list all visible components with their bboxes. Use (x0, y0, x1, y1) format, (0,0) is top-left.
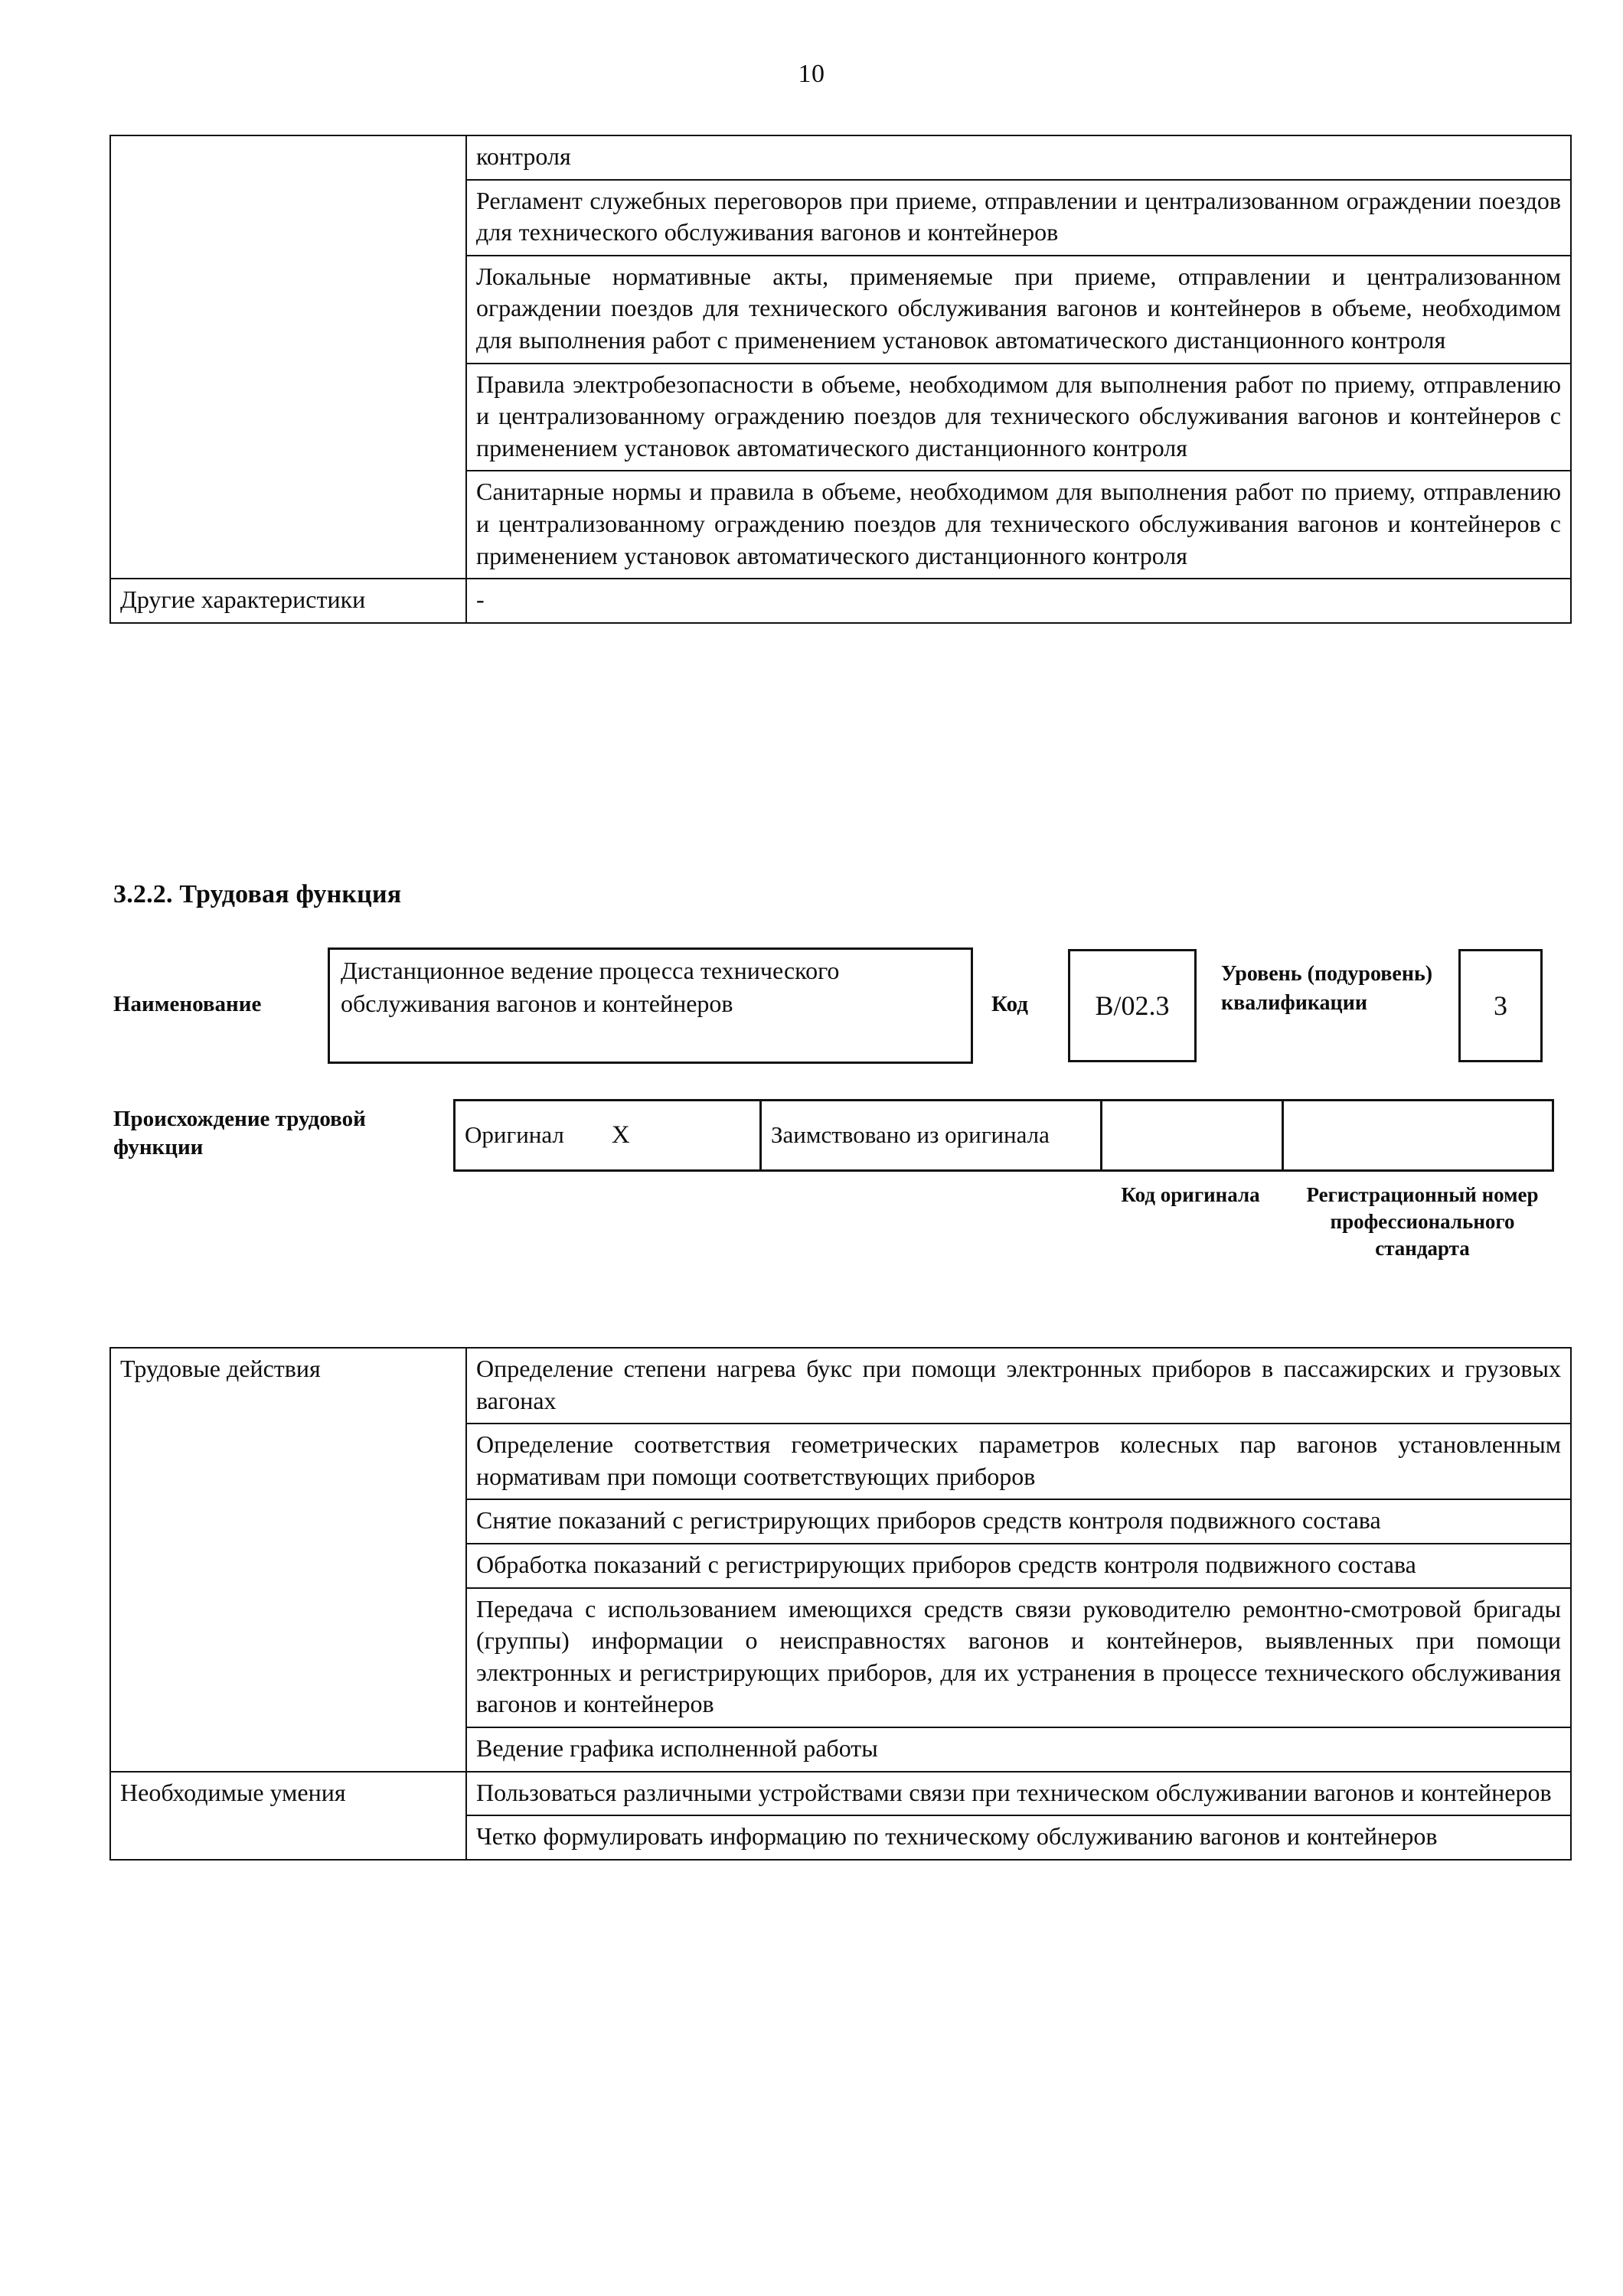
code-value-box: B/02.3 (1068, 949, 1197, 1062)
table-row (110, 1348, 1571, 1424)
labor-action-2: Снятие показаний с регистрирующих приборов средств контроля подвижного состава (466, 1499, 1571, 1544)
caption-code-original: Код оригинала (1121, 1183, 1260, 1206)
labor-action-1: Определение соответствия геометрических параметров колесных пар вагонов установленным нормативам при помощи соответствующих приборов (466, 1424, 1571, 1499)
origin-registration-cell (1283, 1101, 1553, 1171)
section-heading: 3.2.2. Трудовая функция (113, 880, 402, 908)
origin-code-cell (1102, 1101, 1283, 1171)
origin-original-label: Оригинал (465, 1121, 564, 1149)
labor-function-name-block (109, 947, 1572, 1078)
knowledge-row-3: Правила электробезопасности в объеме, необходимом для выполнения работ по приему, отправлению и централизованному ограждению поездов для технического обслуживания вагонов и контейнеров с применением установок автоматического дистанционного контроля (466, 364, 1571, 471)
origin-original-cell (455, 1101, 761, 1171)
origin-original-mark: X (611, 1121, 630, 1150)
origin-table (453, 1099, 1554, 1172)
labor-actions-label: Трудовые действия (110, 1348, 466, 1772)
code-label: Код (991, 992, 1028, 1016)
name-value-box: Дистанционное ведение процесса технического обслуживания вагонов и контейнеров (328, 947, 973, 1064)
knowledge-label-cell (110, 135, 466, 579)
name-label: Наименование (113, 992, 262, 1016)
origin-label: Происхождение трудовой функции (113, 1107, 366, 1160)
table-row (110, 135, 1571, 180)
qualification-level-label: Уровень (подуровень) квалификации (1221, 962, 1433, 1016)
labor-action-3: Обработка показаний с регистрирующих приборов средств контроля подвижного состава (466, 1544, 1571, 1588)
knowledge-row-2: Локальные нормативные акты, применяемые при приеме, отправлении и централизованном ограждении поездов для технического обслуживания вагонов и контейнеров в объеме, необходимом для выполнения работ с применением установок автоматического дистанционного контроля (466, 256, 1571, 364)
actions-skills-table (109, 1347, 1572, 1861)
labor-action-5: Ведение графика исполненной работы (466, 1727, 1571, 1772)
knowledge-table (109, 135, 1572, 624)
labor-action-0: Определение степени нагрева букс при помощи электронных приборов в пассажирских и грузовых вагонах (466, 1348, 1571, 1424)
caption-registration-number: Регистрационный номер профессионального стандарта (1306, 1183, 1539, 1261)
labor-function-origin-block (109, 1096, 1572, 1326)
qualification-level-value-box: 3 (1458, 949, 1543, 1062)
other-characteristics-value: - (466, 579, 1571, 623)
required-skill-1: Четко формулировать информацию по техническому обслуживанию вагонов и контейнеров (466, 1815, 1571, 1860)
required-skills-label: Необходимые умения (110, 1772, 466, 1860)
page-number: 10 (798, 60, 825, 88)
other-characteristics-label: Другие характеристики (110, 579, 466, 623)
knowledge-row-0: контроля (466, 135, 1571, 180)
labor-action-4: Передача с использованием имеющихся средств связи руководителю ремонтно-смотровой бригады (группы) информации о неисправностях вагонов и контейнеров, выявленных при помощи электронных и регистрирующих приборов, для их устранения в процессе технического обслуживания вагонов и контейнеров (466, 1588, 1571, 1727)
table-row (110, 579, 1571, 623)
knowledge-row-4: Санитарные нормы и правила в объеме, необходимом для выполнения работ по приему, отправлению и централизованному ограждению поездов для технического обслуживания вагонов и контейнеров с применением установок автоматического дистанционного контроля (466, 471, 1571, 579)
table-row (455, 1101, 1553, 1171)
origin-borrowed-cell: Заимствовано из оригинала (761, 1101, 1102, 1171)
knowledge-row-1: Регламент служебных переговоров при приеме, отправлении и централизованном ограждении поездов для технического обслуживания вагонов и контейнеров (466, 180, 1571, 256)
required-skill-0: Пользоваться различными устройствами связи при техническом обслуживании вагонов и контейнеров (466, 1772, 1571, 1816)
table-row (110, 1772, 1571, 1816)
